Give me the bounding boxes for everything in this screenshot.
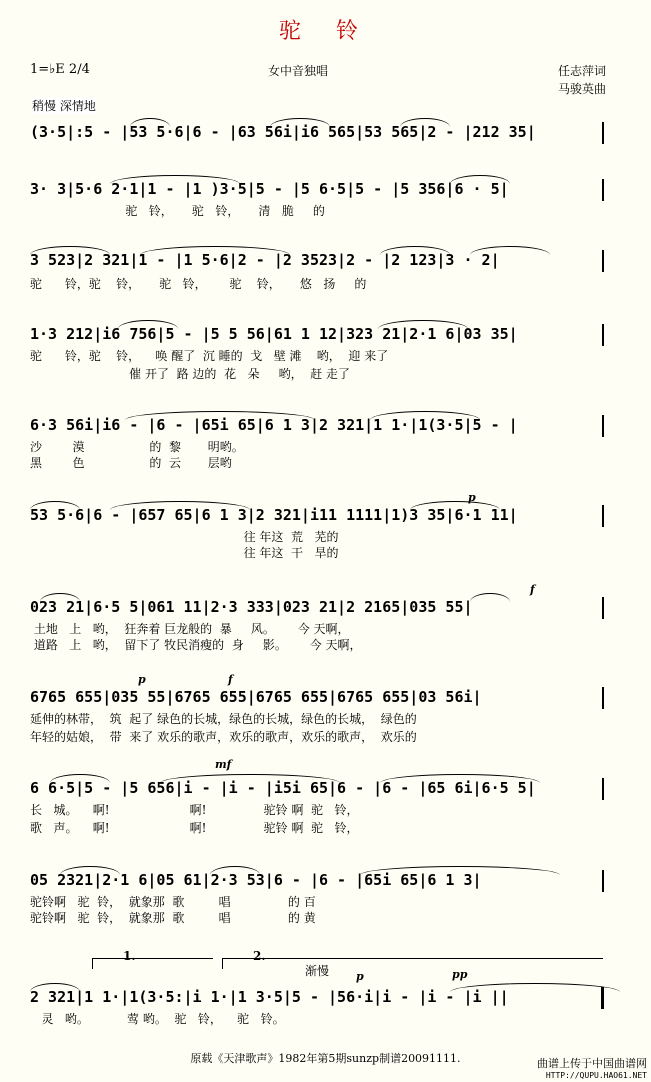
lyric-line: 驼 铃，驼 铃， 唤 醒了 沉 睡的 戈 壁 滩 哟， 迎 来了 [30, 349, 389, 363]
lyric-line: 歌 声。 啊! 啊! 驼铃 啊 驼 铃， [30, 821, 359, 835]
lyric-line: 驼铃啊 驼 铃， 就象那 歌 唱 的 百 [30, 895, 316, 909]
lyric-line: 驼铃啊 驼 铃， 就象那 歌 唱 的 黄 [30, 911, 316, 925]
dynamic-mark: pp [452, 968, 468, 981]
source-footer: 原载《天津歌声》1982年第5期sunzp制谱20091111. [190, 1052, 461, 1065]
notation-line: 2 321|1 1·|1(3·5:|i 1·|1 3·5|5 - |56·i|i - |i - |i || [30, 988, 509, 1006]
lyric-line: 长 城。 啊! 啊! 驼铃 啊 驼 铃， [30, 803, 359, 817]
notation-line: 05 2321|2·1 6|05 61|2·3 53|6 - |6 - |65i 65|6 1 3| [30, 871, 482, 889]
notation-line: 53 5·6|6 - |657 65|6 1 3|2 321|i11 1111|1)3 35|6·1 11| [30, 506, 518, 524]
lyric-line: 黑 色 的 云 层哟 [30, 456, 232, 470]
volta-second: 2. [222, 958, 603, 969]
lyric-line: 驼 铃， 驼 铃， 清 脆 的 [30, 204, 325, 218]
lyric-line: 土地 上 哟， 狂奔着 巨龙般的 暴 风。 今 天啊， [30, 622, 350, 636]
lyric-line: 往 年这 荒 芜的 [30, 530, 339, 544]
song-title: 驼 铃 [279, 19, 372, 44]
lyric-line: 年轻的姑娘， 带 来了 欢乐的歌声，欢乐的歌声，欢乐的歌声， 欢乐的 [30, 730, 417, 744]
notation-line: (3·5|:5 - |53 5·6|6 - |63 56i|i6 565|53 565|2 - |212 35| [30, 123, 536, 141]
dynamic-mark: f [228, 673, 233, 686]
performance-note: 女中音独唱 [268, 64, 329, 78]
dynamic-mark: p [468, 491, 476, 504]
notation-line: 6765 655|035 55|6765 655|6765 655|6765 655|03 56i| [30, 688, 482, 706]
dynamic-mark: f [530, 583, 535, 596]
ritardando-marking: 渐慢 [305, 964, 330, 978]
lyric-line: 灵 哟。 莺 哟。 驼 铃， 驼 铃。 [30, 1012, 285, 1026]
tempo-marking: 稍慢 深情地 [32, 99, 96, 113]
lyric-line: 催 开了 路 边的 花 朵 哟， 赶 走了 [30, 367, 351, 381]
notation-line: 1·3 212|i6 756|5 - |5 5 56|61 1 12|323 21|2·1 6|03 35| [30, 325, 518, 343]
notation-line: 6 6·5|5 - |5 656|i - |i - |i5i 65|6 - |6 - |65 6i|6·5 5| [30, 779, 536, 797]
dynamic-mark: mf [215, 758, 232, 771]
notation-line: 3 523|2 321|1 - |1 5·6|2 - |2 3523|2 - |2 123|3 · 2| [30, 251, 500, 269]
notation-line: 3· 3|5·6 2·1|1 - |1 )3·5|5 - |5 6·5|5 - |5 356|6 · 5| [30, 180, 509, 198]
key-signature: 1=♭E 2/4 [30, 62, 90, 77]
dynamic-mark: p [138, 673, 146, 686]
lyric-line: 沙 漠 的 黎 明哟。 [30, 440, 244, 454]
lyric-line: 往 年这 干 旱的 [30, 546, 339, 560]
composer: 马骏英曲 [558, 82, 607, 96]
site-watermark: 曲谱上传于中国曲谱网 HTTP://QUPU.HAO61.NET [537, 1057, 647, 1080]
lyric-line: 驼 铃，驼 铃， 驼 铃， 驼 铃， 悠 扬 的 [30, 277, 367, 291]
lyric-line: 道路 上 哟， 留下了 牧民消瘦的 身 影。 今 天啊， [30, 638, 362, 652]
volta-first: 1. [92, 958, 213, 969]
lyricist: 任志萍词 [558, 64, 607, 78]
notation-line: 023 21|6·5 5|061 11|2·3 333|023 21|2 2165|035 55| [30, 598, 473, 616]
lyric-line: 延伸的林带， 筑 起了 绿色的长城，绿色的长城，绿色的长城， 绿色的 [30, 712, 417, 726]
dynamic-mark: p [356, 970, 364, 983]
notation-line: 6·3 56i|i6 - |6 - |65i 65|6 1 3|2 321|1 1·|1(3·5|5 - | [30, 416, 518, 434]
